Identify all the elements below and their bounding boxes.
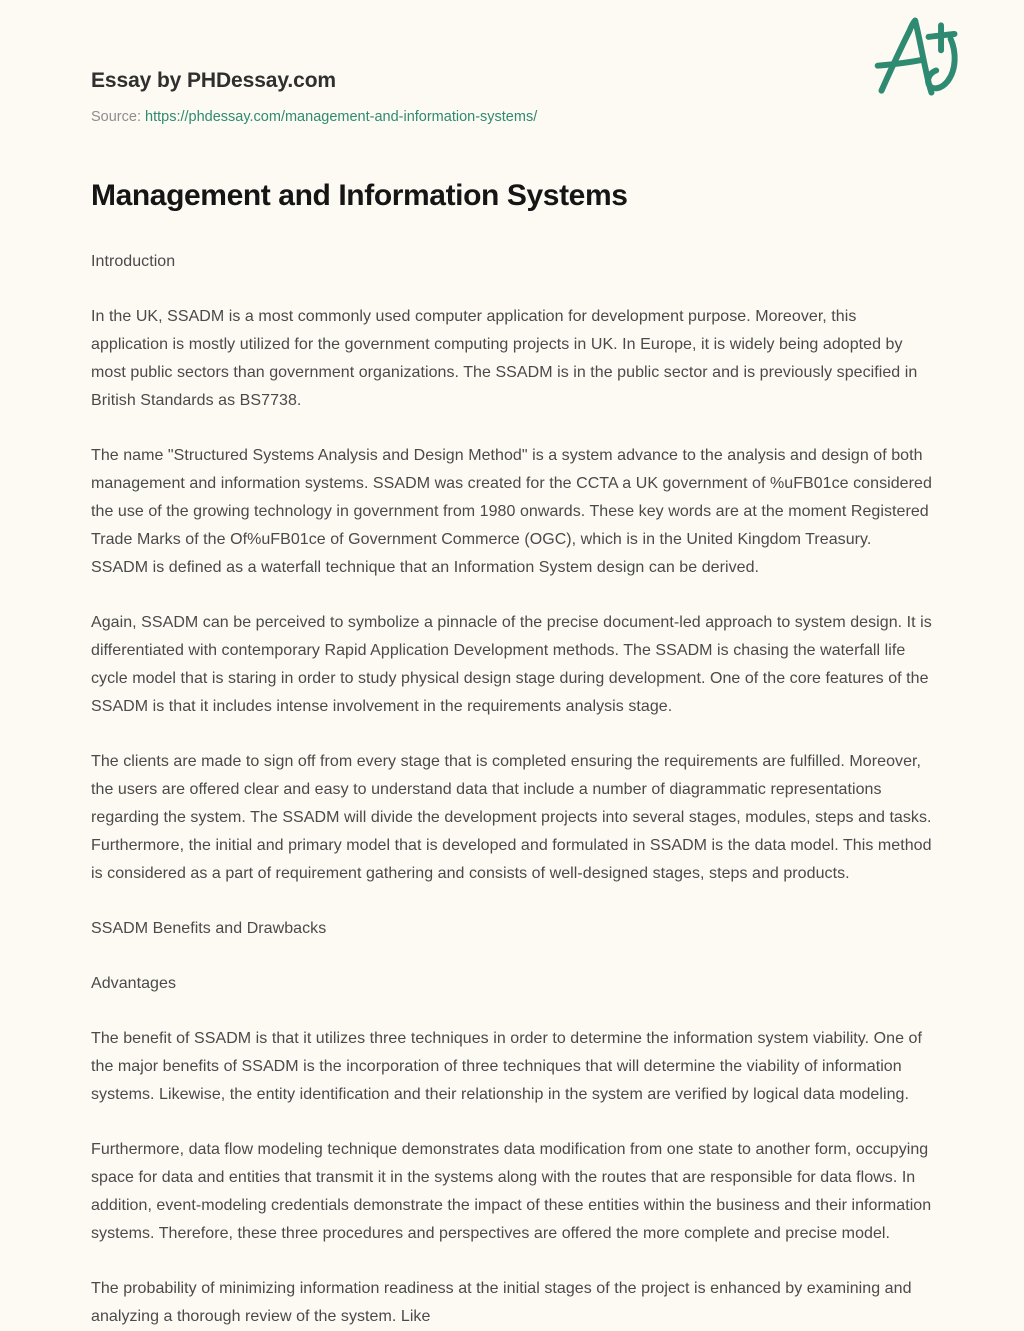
section-subhead: Introduction: [91, 252, 176, 270]
page-header: [0, 0, 1024, 128]
paragraph: The clients are made to sign off from every stage that is completed ensuring the requirements are fulfilled. Moreover, the users are offered clear and easy to understand data that include a number of diagrammatic representations regarding the system. The SSADM will divide the development projects into several stages, modules, steps and tasks. Furthermore, the initial and primary model that is developed and formulated in SSADM is the data model. This method is considered as a part of requirement gathering and consists of well-designed stages, steps and products.: [91, 752, 932, 882]
source-url-link[interactable]: https://phdessay.com/management-and-information-systems/: [145, 109, 538, 126]
a-plus-logo: [870, 10, 966, 106]
paragraph: In the UK, SSADM is a most commonly used computer application for development purpose. Moreover, this application is mostly utilized for the government computing projects in UK. In Europe, it is widely being adopted by most public sectors than government organizations. The SSADM is in the public sector and is previously specified in British Standards as BS7738.: [91, 307, 918, 409]
paragraph: The probability of minimizing information readiness at the initial stages of the project is enhanced by examining and analyzing a thorough review of the system. Like: [91, 1279, 912, 1325]
a-plus-logo-icon: [870, 10, 966, 106]
paragraph: Furthermore, data flow modeling technique demonstrates data modification from one state to another form, occupying space for data and entities that transmit it in the systems along with the routes that are responsible for data flows. In addition, event-modeling credentials demonstrate the impact of these entities within the business and their information systems. Therefore, these three procedures and perspectives are offered the more complete and precise model.: [91, 1140, 932, 1242]
brand-title: Essay by PHDessay.com: [91, 69, 336, 92]
article-blocks: [91, 248, 933, 1331]
source-line: [91, 107, 933, 127]
page-title: Management and Information Systems: [91, 178, 628, 212]
section-subhead: SSADM Benefits and Drawbacks: [91, 919, 327, 937]
paragraph: Again, SSADM can be perceived to symbolize a pinnacle of the precise document-led approach to system design. It is differentiated with contemporary Rapid Application Development methods. The SSADM is chasing the waterfall life cycle model that is staring in order to study physical design stage during development. One of the core features of the SSADM is that it includes intense involvement in the requirements analysis stage.: [91, 613, 932, 715]
paragraph: The name "Structured Systems Analysis and Design Method" is a system advance to the analysis and design of both management and information systems. SSADM was created for the CCTA a UK government of %uFB01ce considered the use of the growing technology in government from 1980 onwards. These key words are at the moment Registered Trade Marks of the Of%uFB01ce of Government Commerce (OGC), which is in the United Kingdom Treasury. SSADM is defined as a waterfall technique that an Information System design can be derived.: [91, 446, 932, 576]
source-label: Source:: [91, 109, 141, 126]
article-body: [0, 128, 1024, 1331]
section-subhead: Advantages: [91, 974, 177, 992]
paragraph: The benefit of SSADM is that it utilizes three techniques in order to determine the information system viability. One of the major benefits of SSADM is the incorporation of three techniques that will determine the viability of information systems. Likewise, the entity identification and their relationship in the system are verified by logical data modeling.: [91, 1029, 922, 1103]
